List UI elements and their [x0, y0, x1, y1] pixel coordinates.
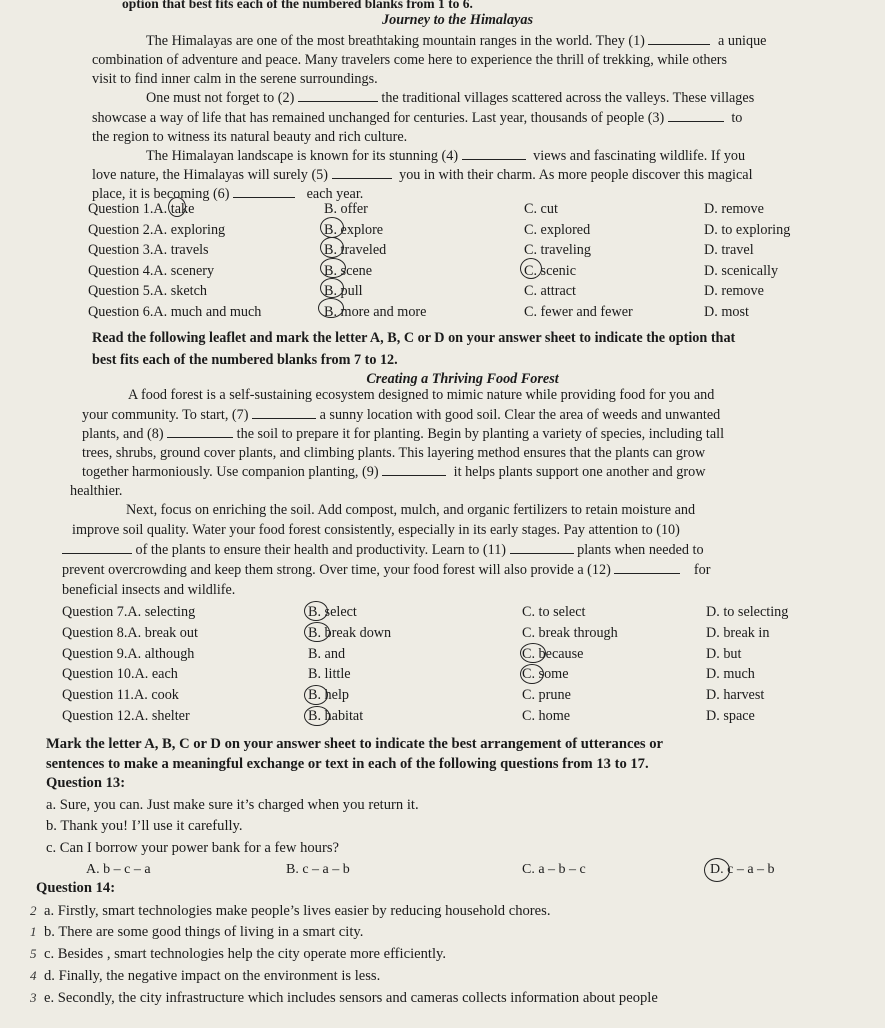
p1-line-1-text: The Himalayas are one of the most breathtaking mountain ranges in the world. They (1) — [146, 33, 645, 49]
cut-header: option that best fits each of the numbered blanks from 1 to 6. — [122, 0, 473, 11]
p1-line-9-text: place, it is becoming (6) — [92, 186, 230, 202]
q7-12-row-5-option-d[interactable]: D. harvest — [706, 687, 765, 704]
q7-12-row-6-option-b[interactable]: B. habitat — [308, 708, 364, 724]
q7-12-row-4-option-c[interactable]: C. some — [522, 666, 569, 683]
q1-6-row-6-option-c[interactable]: C. fewer and fewer — [524, 303, 633, 320]
q1-6-row-2-option-c[interactable]: C. explored — [524, 221, 591, 238]
p1-line-6: the region to witness its natural beauty and rich culture. — [92, 129, 408, 145]
q1-6-answer-circle-5 — [320, 278, 344, 298]
q1-6-row-2-option-a[interactable]: Question 2.A. exploring — [88, 221, 226, 238]
blank-4 — [462, 147, 526, 160]
q1-6-row-1-option-d[interactable]: D. remove — [704, 201, 764, 217]
q7-12-row-1-option-c[interactable]: C. to select — [522, 604, 586, 620]
p1-line-9-end: each year. — [306, 186, 364, 202]
p2-line-9-end: plants when needed to — [577, 542, 704, 558]
p1-line-8-text: love nature, the Himalayas will surely (5) — [92, 167, 328, 183]
question-13-label: Question 13: — [46, 775, 126, 791]
q14-handwritten-mark: 1 — [30, 924, 37, 939]
p2-line-10-text: prevent overcrowding and keep them strong. Over time, your food forest will also provide a (12) — [62, 562, 611, 578]
q1-6-row-2-option-d[interactable]: D. to exploring — [704, 221, 791, 238]
q14-handwritten-mark: 2 — [30, 903, 37, 918]
p2-line-5-text: together harmoniously. Use companion planting, (9) — [82, 464, 379, 480]
p2-line-2-text: your community. To start, (7) — [82, 407, 249, 423]
q13-option-c[interactable]: C. a – b – c — [522, 862, 586, 877]
q1-6-row-6-option-b[interactable]: B. more and more — [324, 303, 427, 320]
q7-12-row-5-option-c[interactable]: C. prune — [522, 687, 571, 704]
p1-line-1 — [146, 31, 766, 51]
q1-6-row-4-option-b[interactable]: B. scene — [324, 262, 373, 279]
q7-12-row-3-option-b[interactable]: B. and — [308, 645, 346, 662]
q7-12-row-3-option-a[interactable]: Question 9.A. although — [62, 645, 195, 662]
q7-12-row-6-option-c[interactable]: C. home — [522, 708, 571, 724]
q1-6-row-1-option-b[interactable]: B. offer — [324, 201, 368, 217]
q7-12-row-6-option-a[interactable]: Question 12.A. shelter — [62, 708, 190, 724]
q7-12-answer-circle-2 — [304, 622, 330, 642]
p2-line-2 — [82, 405, 720, 425]
p1-line-4 — [146, 88, 754, 108]
q7-12-row-2-option-a[interactable]: Question 8.A. break out — [62, 624, 198, 641]
p2-line-9 — [62, 540, 704, 560]
q1-6-row-4-option-a[interactable]: Question 4.A. scenery — [88, 262, 215, 279]
question-14-label: Question 14: — [36, 880, 116, 896]
p2-line-7: Next, focus on enriching the soil. Add compost, mulch, and organic fertilizers to retain moisture and — [126, 502, 696, 518]
p2-line-10 — [62, 560, 710, 580]
q14-item-e: e. Secondly, the city infrastructure which includes sensors and cameras collects information about people — [44, 990, 658, 1006]
passage-2-title: Creating a Thriving Food Forest — [366, 371, 559, 387]
q14-item-b: b. There are some good things of living in a smart city. — [44, 924, 364, 940]
q7-12-row-2-option-c[interactable]: C. break through — [522, 624, 618, 641]
blank-5 — [332, 166, 392, 179]
q13-option-a[interactable]: A. b – c – a — [86, 862, 151, 877]
q13-option-b[interactable]: B. c – a – b — [286, 862, 350, 877]
blank-12 — [614, 561, 680, 574]
p2-line-10-end: for — [693, 562, 711, 578]
q7-12-row-1-option-a[interactable]: Question 7.A. selecting — [62, 604, 196, 620]
blank-1 — [648, 32, 710, 45]
p1-line-5-text: showcase a way of life that has remained unchanged for centuries. Last year, thousands of people (3) — [92, 110, 665, 126]
q13-option-d[interactable]: D. c – a – b — [710, 862, 775, 877]
q1-6-row-6-option-d[interactable]: D. most — [704, 303, 749, 320]
blank-3 — [668, 109, 724, 122]
q7-12-answer-circle-1 — [304, 601, 328, 621]
p2-line-3 — [82, 424, 724, 444]
q1-6-row-5-option-a[interactable]: Question 5.A. sketch — [88, 283, 208, 299]
p2-line-4: trees, shrubs, ground cover plants, and climbing plants. This layering method ensures that the plants can grow — [82, 445, 706, 461]
blank-11 — [510, 541, 574, 554]
q1-6-row-1-option-a[interactable]: Question 1.A. take — [88, 201, 195, 217]
q14-item-c: c. Besides , smart technologies help the city operate more efficiently. — [44, 946, 447, 962]
q13-item-a: a. Sure, you can. Just make sure it’s charged when you return it. — [46, 797, 419, 813]
q7-12-row-5-option-a[interactable]: Question 11.A. cook — [62, 687, 179, 704]
q7-12-row-2-option-b[interactable]: B. break down — [308, 624, 392, 641]
q7-12-row-2-option-d[interactable]: D. break in — [706, 624, 770, 641]
q7-12-row-4-option-a[interactable]: Question 10.A. each — [62, 666, 178, 683]
p2-line-3-end: the soil to prepare it for planting. Begin by planting a variety of species, including tall — [236, 426, 725, 442]
p1-line-1-end: a unique — [718, 33, 767, 49]
q7-12-row-3-option-c[interactable]: C. because — [522, 645, 584, 662]
blank-7 — [252, 406, 316, 419]
q1-6-row-5-option-b[interactable]: B. pull — [324, 283, 363, 299]
blank-6 — [233, 185, 295, 198]
p2-line-3-text: plants, and (8) — [82, 426, 164, 442]
q7-12-row-5-option-b[interactable]: B. help — [308, 687, 349, 704]
p1-line-4-end: the traditional villages scattered across the valleys. These villages — [381, 90, 755, 106]
q13-item-b: b. Thank you! I’ll use it carefully. — [46, 818, 243, 834]
p1-line-8 — [92, 165, 753, 185]
q1-6-answer-circle-7 — [520, 258, 542, 279]
q1-6-row-3-option-b[interactable]: B. traveled — [324, 242, 387, 258]
p2-line-6: healthier. — [70, 483, 123, 499]
p1-line-5 — [92, 108, 742, 128]
p2-line-5 — [82, 462, 705, 482]
q1-6-row-1-option-c[interactable]: C. cut — [524, 201, 558, 217]
p3-instruction-2: sentences to make a meaningful exchange or text in each of the following questions from 13 to 17. — [46, 756, 649, 772]
q14-handwritten-mark: 5 — [30, 946, 37, 961]
q14-item-a: a. Firstly, smart technologies make people’s lives easier by reducing household chores. — [44, 903, 551, 919]
q1-6-row-3-option-d[interactable]: D. travel — [704, 242, 754, 258]
q7-12-row-6-option-d[interactable]: D. space — [706, 708, 755, 724]
q1-6-row-3-option-a[interactable]: Question 3.A. travels — [88, 242, 209, 258]
q7-12-row-4-option-b[interactable]: B. little — [308, 666, 351, 683]
p2-instruction-1: Read the following leaflet and mark the letter A, B, C or D on your answer sheet to indicate the option that — [92, 330, 736, 346]
p1-line-5-end: to — [731, 110, 743, 126]
q7-12-answer-circle-6 — [304, 706, 330, 726]
q7-12-answer-circle-5 — [304, 685, 328, 705]
p3-instruction-1: Mark the letter A, B, C or D on your answer sheet to indicate the best arrangement of utterances or — [46, 736, 664, 752]
q1-6-row-4-option-d[interactable]: D. scenically — [704, 262, 779, 279]
p1-line-7 — [146, 146, 745, 166]
blank-10 — [62, 541, 132, 554]
q14-item-d: d. Finally, the negative impact on the environment is less. — [44, 968, 381, 984]
q7-12-row-3-option-d[interactable]: D. but — [706, 645, 742, 662]
p2-line-1: A food forest is a self-sustaining ecosystem designed to mimic nature while providing food for you and — [128, 387, 715, 403]
q13-item-c: c. Can I borrow your power bank for a few hours? — [46, 840, 339, 856]
q14-handwritten-mark: 3 — [30, 990, 37, 1005]
q1-6-row-4-option-c[interactable]: C. scenic — [524, 262, 577, 279]
q1-6-answer-circle-3 — [320, 237, 344, 258]
p1-line-2: combination of adventure and peace. Many travelers come here to experience the thrill of trekking, while others — [92, 52, 728, 68]
q7-12-answer-circle-3 — [520, 643, 546, 663]
q7-12-answer-circle-4 — [520, 664, 544, 684]
q1-6-row-5-option-d[interactable]: D. remove — [704, 283, 764, 299]
q7-12-row-1-option-d[interactable]: D. to selecting — [706, 604, 789, 620]
blank-9 — [382, 463, 446, 476]
q14-handwritten-mark: 4 — [30, 968, 37, 983]
q1-6-row-2-option-b[interactable]: B. explore — [324, 221, 384, 238]
selected-answer-circle — [704, 858, 730, 882]
q1-6-answer-circle-1 — [168, 197, 186, 217]
q1-6-answer-circle-2 — [320, 217, 344, 238]
passage-1-title: Journey to the Himalayas — [382, 12, 533, 28]
p2-line-5-end: it helps plants support one another and grow — [453, 464, 706, 480]
q1-6-answer-circle-6 — [318, 298, 344, 318]
p2-line-2-end: a sunny location with good soil. Clear the area of weeds and unwanted — [319, 407, 721, 423]
q1-6-row-6-option-a[interactable]: Question 6.A. much and much — [88, 303, 262, 320]
p2-line-9-text: of the plants to ensure their health and productivity. Learn to (11) — [135, 542, 507, 558]
q1-6-answer-circle-4 — [320, 258, 346, 278]
q7-12-row-4-option-d[interactable]: D. much — [706, 666, 755, 683]
blank-8 — [167, 425, 233, 438]
blank-2 — [298, 89, 378, 102]
p2-line-8: improve soil quality. Water your food forest consistently, especially in its early stages. Pay attention to (10) — [72, 522, 680, 538]
p1-line-8-end: you in with their charm. As more people discover this magical — [399, 167, 753, 183]
p1-line-7-text: The Himalayan landscape is known for its stunning (4) — [146, 148, 459, 164]
p1-line-4-text: One must not forget to (2) — [146, 90, 295, 106]
p1-line-7-end: views and fascinating wildlife. If you — [533, 148, 746, 164]
p2-line-11: beneficial insects and wildlife. — [62, 582, 236, 598]
p1-line-3: visit to find inner calm in the serene surroundings. — [92, 71, 378, 87]
q1-6-row-3-option-c[interactable]: C. traveling — [524, 242, 591, 258]
p2-instruction-2: best fits each of the numbered blanks from 7 to 12. — [92, 352, 398, 368]
q1-6-row-5-option-c[interactable]: C. attract — [524, 283, 576, 299]
q7-12-row-1-option-b[interactable]: B. select — [308, 604, 357, 620]
